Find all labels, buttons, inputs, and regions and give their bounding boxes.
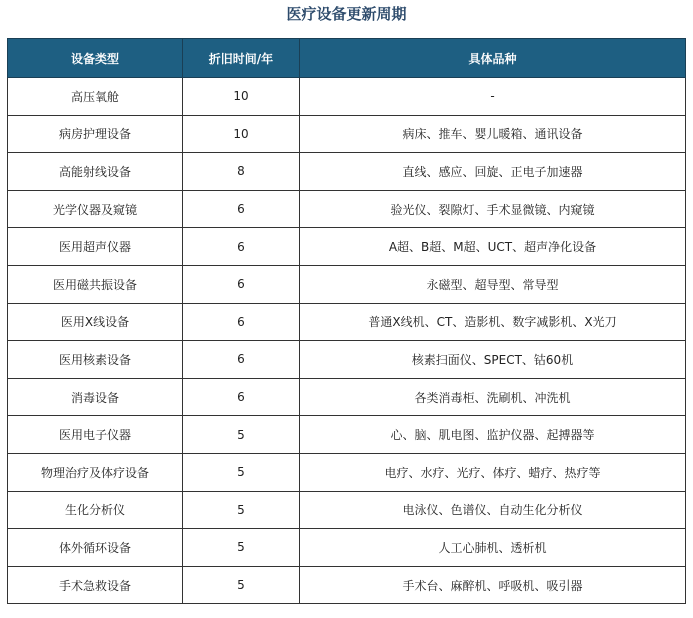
depreciation-table: [7, 38, 686, 604]
cell-specific-items: 病床、推车、婴儿暖箱、通讯设备: [300, 115, 686, 153]
cell-depreciation-years: 6: [183, 228, 300, 266]
cell-depreciation-years: 10: [183, 115, 300, 153]
cell-depreciation-years: 5: [183, 416, 300, 454]
cell-depreciation-years: 5: [183, 453, 300, 491]
cell-specific-items: 各类消毒柜、洗刷机、冲洗机: [300, 378, 686, 416]
table-row: [8, 153, 686, 191]
cell-equipment-type: 高压氧舱: [8, 78, 183, 116]
cell-equipment-type: 病房护理设备: [8, 115, 183, 153]
cell-depreciation-years: 8: [183, 153, 300, 191]
cell-specific-items: 永磁型、超导型、常导型: [300, 265, 686, 303]
table-row: [8, 566, 686, 604]
cell-equipment-type: 消毒设备: [8, 378, 183, 416]
table-row: [8, 115, 686, 153]
table-row: [8, 303, 686, 341]
cell-equipment-type: 手术急救设备: [8, 566, 183, 604]
cell-equipment-type: 体外循环设备: [8, 529, 183, 567]
cell-depreciation-years: 6: [183, 303, 300, 341]
cell-specific-items: 电泳仪、色谱仪、自动生化分析仪: [300, 491, 686, 529]
cell-specific-items: 验光仪、裂隙灯、手术显微镜、内窥镜: [300, 190, 686, 228]
cell-specific-items: 人工心肺机、透析机: [300, 529, 686, 567]
table-row: [8, 491, 686, 529]
cell-specific-items: 心、脑、肌电图、监护仪器、起搏器等: [300, 416, 686, 454]
cell-equipment-type: 医用超声仪器: [8, 228, 183, 266]
column-header-depreciation-years: 折旧时间/年: [183, 39, 300, 78]
table-row: [8, 453, 686, 491]
cell-depreciation-years: 6: [183, 190, 300, 228]
table-row: [8, 190, 686, 228]
table-row: [8, 416, 686, 454]
cell-equipment-type: 高能射线设备: [8, 153, 183, 191]
cell-equipment-type: 医用磁共振设备: [8, 265, 183, 303]
cell-equipment-type: 医用X线设备: [8, 303, 183, 341]
cell-depreciation-years: 6: [183, 265, 300, 303]
cell-depreciation-years: 5: [183, 566, 300, 604]
cell-specific-items: A超、B超、M超、UCT、超声净化设备: [300, 228, 686, 266]
cell-depreciation-years: 5: [183, 491, 300, 529]
table-header-row: [8, 39, 686, 78]
cell-specific-items: 普通X线机、CT、造影机、数字减影机、X光刀: [300, 303, 686, 341]
cell-depreciation-years: 6: [183, 378, 300, 416]
cell-specific-items: 电疗、水疗、光疗、体疗、蜡疗、热疗等: [300, 453, 686, 491]
cell-specific-items: 手术台、麻醉机、呼吸机、吸引器: [300, 566, 686, 604]
column-header-specific-items: 具体品种: [300, 39, 686, 78]
cell-equipment-type: 物理治疗及体疗设备: [8, 453, 183, 491]
cell-specific-items: -: [300, 78, 686, 116]
page-title: 医疗设备更新周期: [286, 5, 407, 23]
cell-equipment-type: 医用核素设备: [8, 341, 183, 379]
table-row: [8, 378, 686, 416]
table-row: [8, 265, 686, 303]
table-row: [8, 341, 686, 379]
cell-specific-items: 核素扫面仪、SPECT、钴60机: [300, 341, 686, 379]
column-header-equipment-type: 设备类型: [8, 39, 183, 78]
cell-depreciation-years: 10: [183, 78, 300, 116]
cell-equipment-type: 生化分析仪: [8, 491, 183, 529]
cell-depreciation-years: 6: [183, 341, 300, 379]
table-row: [8, 78, 686, 116]
cell-specific-items: 直线、感应、回旋、正电子加速器: [300, 153, 686, 191]
cell-equipment-type: 光学仪器及窥镜: [8, 190, 183, 228]
cell-equipment-type: 医用电子仪器: [8, 416, 183, 454]
table-row: [8, 228, 686, 266]
table-row: [8, 529, 686, 567]
cell-depreciation-years: 5: [183, 529, 300, 567]
